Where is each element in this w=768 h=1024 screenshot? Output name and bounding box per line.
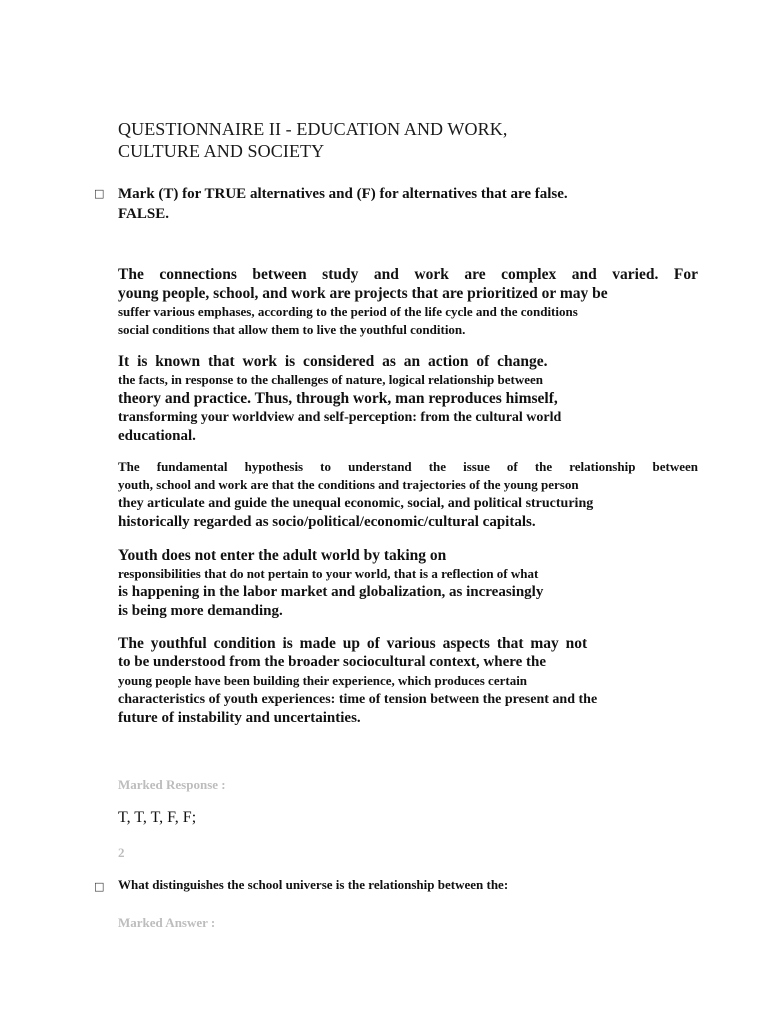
bullet-icon: □ — [94, 187, 105, 200]
instruction-line-2: FALSE. — [118, 206, 169, 222]
instruction-line-1: Mark (T) for TRUE alternatives and (F) for alternatives that are false. — [118, 186, 568, 202]
statement-paragraph-5 — [118, 634, 698, 728]
statement-paragraph-2 — [118, 352, 698, 446]
statement-line: future of instability and uncertainties. — [118, 710, 361, 726]
statement-paragraph-4 — [118, 546, 698, 621]
statement-line: young people, school, and work are projects that are prioritized or may be — [118, 285, 608, 302]
statement-line: theory and practice. Thus, through work, man reproduces himself, — [118, 390, 558, 407]
statement-line: responsibilities that do not pertain to your world, that is a reflection of what — [118, 566, 539, 581]
statement-line: The youthful condition is made up of various aspects that may not — [118, 635, 588, 652]
statement-line: to be understood from the broader sociocultural context, where the — [118, 654, 547, 670]
statement-line: characteristics of youth experiences: time of tension between the present and the — [118, 692, 598, 707]
statement-line: is happening in the labor market and globalization, as increasingly — [118, 584, 544, 600]
statement-line: The connections between study and work are complex and varied. For — [118, 266, 698, 283]
statement-line: educational. — [118, 428, 196, 444]
statement-paragraph-3 — [118, 458, 698, 532]
question-number: 2 — [118, 845, 125, 860]
statement-line: youth, school and work are that the conditions and trajectories of the young person — [118, 477, 579, 492]
marked-response-value: T, T, T, F, F; — [118, 809, 197, 826]
bullet-icon: □ — [94, 880, 105, 893]
statement-paragraph-1 — [118, 265, 698, 339]
page-title — [118, 118, 678, 162]
instruction-text — [118, 184, 698, 224]
statement-line: the facts, in response to the challenges of nature, logical relationship between — [118, 372, 544, 387]
title-line-1: QUESTIONNAIRE II - EDUCATION AND WORK, — [118, 119, 508, 139]
statement-line: historically regarded as socio/political/economic/cultural capitals. — [118, 514, 536, 530]
statement-line: The fundamental hypothesis to understand the issue of the relationship between — [118, 459, 698, 474]
question-2-text: What distinguishes the school universe is the relationship between the: — [118, 877, 509, 892]
marked-answer-label: Marked Answer : — [118, 915, 216, 930]
statement-line: suffer various emphases, according to the period of the life cycle and the conditions — [118, 304, 578, 319]
statement-line: is being more demanding. — [118, 603, 283, 619]
statement-line: Youth does not enter the adult world by taking on — [118, 547, 447, 564]
statement-line: they articulate and guide the unequal economic, social, and political structuring — [118, 496, 594, 511]
statement-line: transforming your worldview and self-perception: from the cultural world — [118, 410, 562, 425]
title-line-2: CULTURE AND SOCIETY — [118, 141, 325, 161]
statement-line: young people have been building their experience, which produces certain — [118, 673, 528, 688]
statement-line: It is known that work is considered as an action of change. — [118, 353, 548, 370]
marked-response-label: Marked Response : — [118, 777, 226, 792]
statement-line: social conditions that allow them to live the youthful condition. — [118, 322, 466, 337]
